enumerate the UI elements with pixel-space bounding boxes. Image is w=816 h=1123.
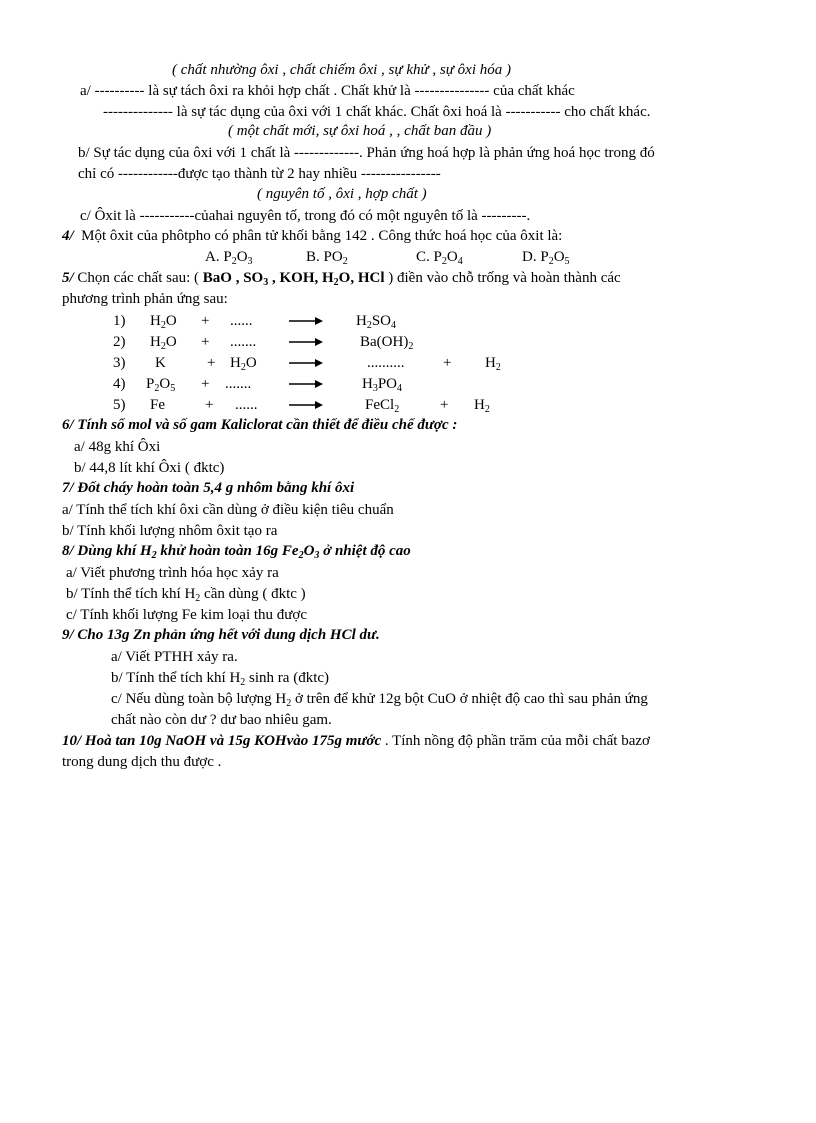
q8-title: 8/ Dùng khí $H_2$ khử hoàn toàn 16g $Fe_2O_3$ ở nhiệt độ cao: [62, 543, 411, 561]
eq5-plus-2: +: [440, 397, 449, 413]
hint-line-3: ( nguyên tố , ôxi , hợp chất ): [257, 186, 427, 202]
hint-line-2: ( một chất mới, sự ôxi hoá , , chất ban đầu ): [228, 123, 492, 139]
q8-b: b/ Tính thể tích khí $H_2$ cần dùng ( đktc ): [66, 586, 306, 604]
eq5-arrow-icon: [289, 400, 323, 410]
eq3-product-2: $H_2$: [485, 355, 501, 373]
eq5-product: FeCl$_2$: [365, 397, 400, 415]
q3b-line-2: chỉ có ------------được tạo thành từ 2 hay nhiều ----------------: [78, 166, 441, 182]
eq5-blank: ......: [235, 397, 258, 413]
eq2-product: $Ba(OH)_2$: [360, 334, 414, 352]
eq4-product: $H_3PO_4$: [362, 376, 403, 394]
q4-text: Một ôxit của phôtpho có phân tử khối bằng 142 . Công thức hoá học của ôxit là:: [81, 228, 563, 244]
q5-number: 5/: [62, 270, 74, 286]
q4-option-d: D. $P_2O_5$: [522, 249, 570, 267]
eq4-plus: +: [201, 376, 210, 392]
q4-option-c: C. $P_2O_4$: [416, 249, 463, 267]
eq5-product-2: $H_2$: [474, 397, 490, 415]
eq3-number: 3): [113, 355, 126, 371]
q3a-line-2: -------------- là sự tác dụng của ôxi với 1 chất khác. Chất ôxi hoá là ----------- cho chất khác.: [103, 104, 651, 120]
q9-title: 9/ Cho 13g Zn phản ứng hết với dung dịch HCl dư.: [62, 627, 380, 643]
q4-option-a: A. $P_2O_3$: [205, 249, 253, 267]
q6-b: b/ 44,8 lít khí Ôxi ( đktc): [74, 460, 225, 476]
q6-title: 6/ Tính số mol và số gam Kaliclorat cần thiết để điều chế được :: [62, 417, 458, 433]
eq3-reactant-2: $H_2O$: [230, 355, 257, 373]
q5-chemicals: BaO , $SO_3$ , KOH, $H_2O$, HCl: [202, 270, 385, 288]
q3a-line-1: a/ ---------- là sự tách ôxi ra khỏi hợp chất . Chất khử là --------------- của chất khác: [80, 83, 575, 99]
q10-line-1: 10/ Hoà tan 10g NaOH và 15g KOHvào 175g mước . Tính nồng độ phần trăm của mỗi chất bazơ: [62, 733, 650, 749]
eq1-number: 1): [113, 313, 126, 329]
eq1-blank: ......: [230, 313, 253, 329]
eq2-blank: .......: [230, 334, 257, 350]
q5-line-2: phương trình phản ứng sau:: [62, 291, 228, 307]
q10-line-2: trong dung dịch thu được .: [62, 754, 222, 770]
q9-c-line-1: c/ Nếu dùng toàn bộ lượng $H_2$ ở trên để khử 12g bột CuO ở nhiệt độ cao thì sau phản ứng: [111, 691, 648, 709]
q8-a: a/ Viết phương trình hóa học xảy ra: [66, 565, 279, 581]
question-4: [62, 226, 562, 246]
eq5-reactant-1: Fe: [150, 397, 165, 413]
eq4-blank: .......: [225, 376, 252, 392]
q3b-line-1: b/ Sự tác dụng của ôxi với 1 chất là -------------. Phản ứng hoá hợp là phản ứng hoá học trong đó: [78, 145, 655, 161]
eq3-arrow-icon: [289, 358, 323, 368]
q7-b: b/ Tính khối lượng nhôm ôxit tạo ra: [62, 523, 278, 539]
eq4-arrow-icon: [289, 379, 323, 389]
q9-a: a/ Viết PTHH xảy ra.: [111, 649, 238, 665]
q9-c-line-2: chất nào còn dư ? dư bao nhiêu gam.: [111, 712, 332, 728]
q7-title: 7/ Đốt cháy hoàn toàn 5,4 g nhôm bằng khí ôxi: [62, 480, 355, 496]
eq2-arrow-icon: [289, 337, 323, 347]
eq2-number: 2): [113, 334, 126, 350]
eq5-number: 5): [113, 397, 126, 413]
eq3-plus: +: [207, 355, 216, 371]
q6-a: a/ 48g khí Ôxi: [74, 439, 161, 455]
eq3-blank: ..........: [367, 355, 405, 371]
eq2-plus: +: [201, 334, 210, 350]
eq3-plus-2: +: [443, 355, 452, 371]
eq1-product: $H_2SO_4$: [356, 313, 397, 331]
hint-line-1: ( chất nhường ôxi , chất chiếm ôxi , sự khử , sự ôxi hóa ): [172, 62, 511, 78]
eq3-reactant-1: K: [155, 355, 166, 371]
question-5: 5/ Chọn các chất sau: ( BaO , $SO_3$ , KOH, $H_2O$, HCl ) điền vào chỗ trống và hoàn thành các: [62, 270, 621, 288]
eq1-arrow-icon: [289, 316, 323, 326]
eq4-reactant-1: $P_2O_5$: [146, 376, 176, 394]
q7-a: a/ Tính thể tích khí ôxi cần dùng ở điều kiện tiêu chuẩn: [62, 502, 394, 518]
q3c-line: c/ Ôxit là -----------củahai nguyên tố, trong đó có một nguyên tố là ---------.: [80, 208, 531, 224]
eq1-plus: +: [201, 313, 210, 329]
eq1-reactant-1: $H_2O$: [150, 313, 177, 331]
eq2-reactant-1: $H_2O$: [150, 334, 177, 352]
q4-option-b: B. $PO_2$: [306, 249, 348, 267]
q8-c: c/ Tính khối lượng Fe kim loại thu được: [66, 607, 307, 623]
q9-b: b/ Tính thể tích khí $H_2$ sinh ra (đktc): [111, 670, 330, 688]
q4-number: 4/: [62, 228, 74, 244]
eq5-plus: +: [205, 397, 214, 413]
eq4-number: 4): [113, 376, 126, 392]
